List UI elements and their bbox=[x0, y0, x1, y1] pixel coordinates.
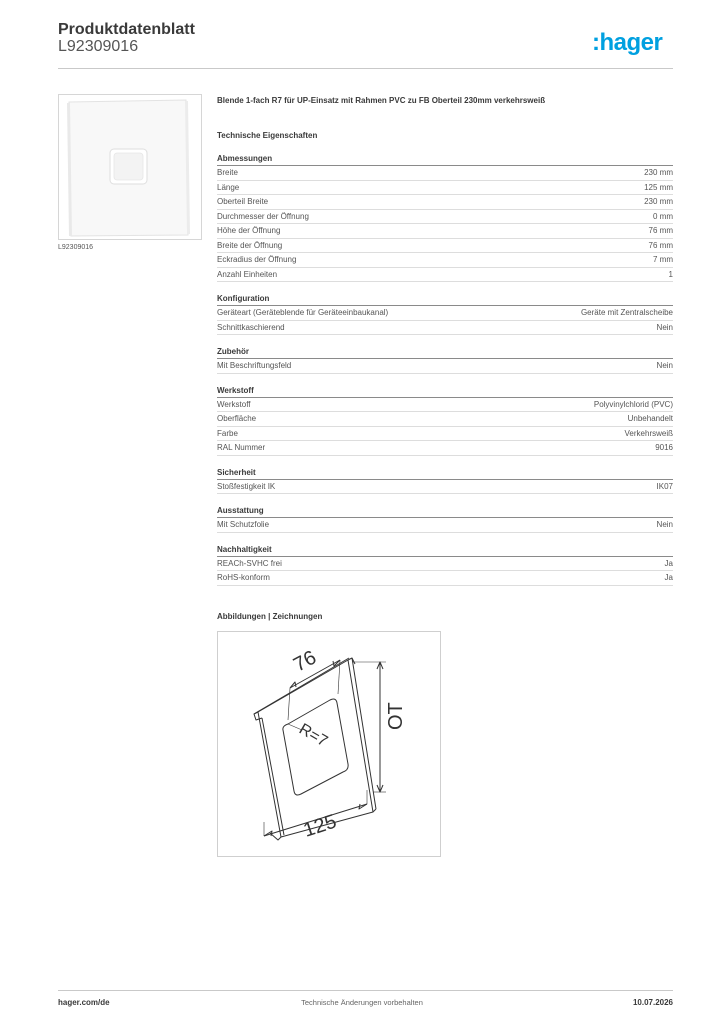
footer-date: 10.07.2026 bbox=[632, 998, 673, 1007]
article-number: L92309016 bbox=[58, 38, 139, 55]
property-label: Schnittkaschierend bbox=[217, 322, 285, 332]
property-row bbox=[217, 166, 673, 181]
property-label: Oberfläche bbox=[217, 414, 257, 423]
footer-website-link[interactable]: hager.com/de bbox=[58, 998, 110, 1007]
property-row bbox=[217, 441, 673, 456]
hager-logo bbox=[592, 30, 674, 56]
property-value: 76 mm bbox=[648, 226, 673, 235]
section-dimensions bbox=[217, 153, 673, 282]
product-title: Blende 1-fach R7 für UP-Einsatz mit Rahmen PVC zu FB Oberteil 230mm verkehrsweiß bbox=[217, 96, 546, 105]
property-row bbox=[217, 253, 673, 268]
property-row bbox=[217, 239, 673, 254]
property-row bbox=[217, 268, 673, 283]
property-label: RAL Nummer bbox=[217, 443, 266, 452]
property-label: Breite der Öffnung bbox=[217, 240, 283, 250]
property-label: Stoßfestigkeit IK bbox=[217, 481, 276, 491]
property-value: Ja bbox=[664, 573, 673, 582]
property-value: 230 mm bbox=[644, 168, 673, 177]
property-row bbox=[217, 195, 673, 210]
property-row bbox=[217, 427, 673, 442]
figures-heading: Abbildungen | Zeichnungen bbox=[217, 612, 323, 621]
property-value: Unbehandelt bbox=[627, 414, 673, 423]
property-row bbox=[217, 359, 673, 374]
property-value: Nein bbox=[656, 520, 673, 529]
property-row bbox=[217, 398, 673, 413]
property-row bbox=[217, 518, 673, 533]
property-label: Oberteil Breite bbox=[217, 197, 269, 206]
dim-label-height: OT bbox=[385, 702, 407, 730]
section-material bbox=[217, 385, 673, 456]
dim-label-radius: R=7 bbox=[296, 720, 331, 751]
thumbnail-caption: L92309016 bbox=[58, 244, 94, 251]
property-label: REACh-SVHC frei bbox=[217, 558, 282, 568]
property-row bbox=[217, 557, 673, 572]
property-row bbox=[217, 306, 673, 321]
property-value: 0 mm bbox=[653, 211, 673, 221]
header-divider bbox=[58, 68, 673, 69]
product-details bbox=[217, 94, 673, 586]
property-row bbox=[217, 210, 673, 225]
property-label: Mit Schutzfolie bbox=[217, 520, 270, 529]
property-label: Mit Beschriftungsfeld bbox=[217, 361, 292, 370]
property-value: Nein bbox=[656, 322, 673, 332]
section-accessories bbox=[217, 346, 673, 374]
section-title: Ausstattung bbox=[217, 505, 673, 518]
logo-text: :hager bbox=[592, 30, 663, 56]
property-label: Anzahl Einheiten bbox=[217, 269, 278, 279]
dim-label-length: 125 bbox=[300, 810, 340, 842]
property-value: Geräte mit Zentralscheibe bbox=[580, 308, 673, 317]
property-value: 7 mm bbox=[653, 255, 673, 264]
section-sustainability bbox=[217, 544, 673, 586]
section-safety bbox=[217, 467, 673, 495]
footer-divider bbox=[58, 990, 673, 991]
property-value: 125 mm bbox=[644, 182, 673, 192]
property-value: 76 mm bbox=[648, 240, 673, 250]
property-row bbox=[217, 321, 673, 336]
dim-label-width: 76 bbox=[290, 646, 320, 677]
property-value: 9016 bbox=[655, 443, 673, 452]
section-title: Konfiguration bbox=[217, 293, 673, 306]
property-label: Höhe der Öffnung bbox=[217, 226, 281, 235]
property-row bbox=[217, 224, 673, 239]
property-row bbox=[217, 181, 673, 196]
property-row bbox=[217, 412, 673, 427]
section-title: Abmessungen bbox=[217, 153, 673, 166]
section-configuration bbox=[217, 293, 673, 335]
property-value: Ja bbox=[664, 558, 673, 568]
property-label: Breite bbox=[217, 168, 238, 177]
property-value: IK07 bbox=[656, 481, 673, 491]
footer-notice: Technische Änderungen vorbehalten bbox=[301, 998, 423, 1007]
section-title: Sicherheit bbox=[217, 467, 673, 480]
section-title: Zubehör bbox=[217, 346, 673, 359]
property-value: 1 bbox=[668, 269, 673, 279]
property-value: Polyvinylchlorid (PVC) bbox=[593, 399, 673, 409]
property-row bbox=[217, 480, 673, 495]
product-image bbox=[59, 95, 201, 239]
technical-drawing bbox=[217, 631, 441, 857]
property-label: Werkstoff bbox=[217, 399, 251, 409]
technical-properties-heading: Technische Eigenschaften bbox=[217, 131, 318, 140]
section-title: Werkstoff bbox=[217, 385, 673, 398]
property-row bbox=[217, 571, 673, 586]
product-thumbnail bbox=[58, 94, 202, 240]
property-label: Geräteart (Geräteblende für Geräteeinbaukanal) bbox=[217, 308, 389, 317]
property-value: Nein bbox=[656, 361, 673, 370]
property-label: Farbe bbox=[217, 428, 238, 438]
property-label: Durchmesser der Öffnung bbox=[217, 211, 309, 221]
property-label: Eckradius der Öffnung bbox=[217, 255, 297, 264]
property-value: 230 mm bbox=[644, 197, 673, 206]
property-value: Verkehrsweiß bbox=[624, 428, 673, 438]
property-label: Länge bbox=[217, 182, 240, 192]
section-equipment bbox=[217, 505, 673, 533]
property-label: RoHS-konform bbox=[217, 573, 270, 582]
dimension-drawing bbox=[218, 632, 440, 856]
page-title: Produktdatenblatt bbox=[58, 21, 195, 38]
section-title: Nachhaltigkeit bbox=[217, 544, 673, 557]
